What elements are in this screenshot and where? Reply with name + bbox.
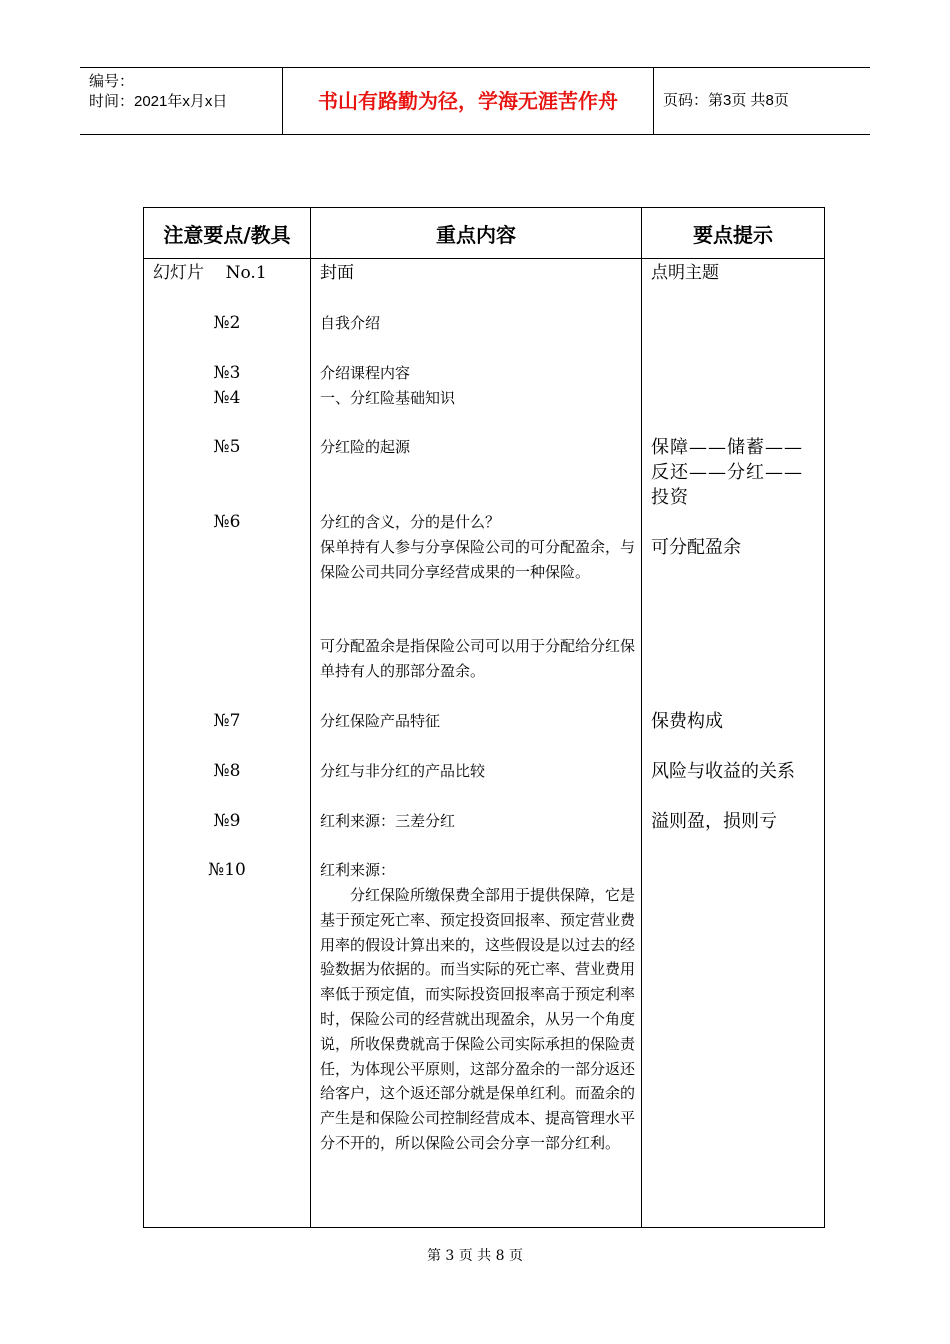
slide-no1: 幻灯片 No.1 — [153, 263, 267, 283]
content-intro-course: 介绍课程内容 — [320, 364, 411, 382]
tip-surplus: 可分配盈余 — [651, 537, 741, 558]
content-source-three: 红利来源：三差分红 — [320, 812, 456, 830]
slide-no3: №3 — [213, 363, 241, 383]
slide-no10: №10 — [208, 860, 246, 880]
slide-no6: №6 — [213, 512, 241, 532]
table-header-content: 重点内容 — [436, 223, 516, 247]
content-surplus-definition: 可分配盈余是指保险公司可以用于分配给分红保单持有人的那部分盈余。 — [320, 637, 636, 680]
content-section-1: 一、分红险基础知识 — [320, 389, 456, 407]
tip-evolution: 保障——储蓄——反还——分红——投资 — [651, 437, 803, 508]
content-compare: 分红与非分红的产品比较 — [320, 762, 486, 780]
content-meaning-question: 分红的含义，分的是什么？ — [320, 513, 501, 531]
content-features: 分红保险产品特征 — [320, 712, 441, 730]
tip-theme: 点明主题 — [651, 263, 719, 283]
table-header-tips: 要点提示 — [693, 223, 773, 247]
header-slogan: 书山有路勤为径，学海无涯苦作舟 — [282, 68, 654, 134]
slide-no4: №4 — [213, 388, 241, 408]
lesson-table — [143, 207, 825, 1228]
tip-overflow: 溢则盈，损则亏 — [651, 811, 777, 832]
content-intro-self: 自我介绍 — [320, 314, 381, 332]
column-divider-2 — [641, 208, 642, 1227]
tip-risk: 风险与收益的关系 — [651, 761, 795, 782]
content-origin: 分红险的起源 — [320, 438, 411, 456]
header-page-code: 页码：第3页 共8页 — [663, 92, 789, 109]
slide-no9: №9 — [213, 811, 241, 831]
header-time: 时间：2021年x月x日 — [89, 93, 228, 110]
table-header-notes: 注意要点/教具 — [163, 223, 291, 247]
tip-premium: 保费构成 — [651, 711, 723, 732]
page-footer: 第 3 页 共 8 页 — [426, 1248, 524, 1264]
slide-no5: №5 — [213, 437, 241, 457]
column-divider-1 — [310, 208, 311, 1227]
page-header — [80, 67, 870, 135]
header-row-divider — [144, 258, 824, 259]
content-source-label: 红利来源： — [320, 861, 396, 879]
content-source-text: 分红保险所缴保费全部用于提供保障，它是基于预定死亡率、预定投资回报率、预定营业费用率的假设计算出来的，这些假设是以过去的经验数据为依据的。而当实际的死亡率、营业费用率低于预定值，而实际投资回报率高于预定利率时，保险公司的经营就出现盈余，从另一个角度说，所收保费就高于保险公司实际承担的保险责任，为体现公平原则，这部分盈余的一部分返还给客户，这个返还部分就是保单红利。而盈余的产生是和保险公司控制经营成本、提高管理水平分不开的，所以保险公司会分享一部分红利。 — [320, 886, 636, 1152]
header-number-label: 编号： — [89, 73, 135, 90]
slide-no2: №2 — [213, 313, 241, 333]
slide-no7: №7 — [213, 711, 241, 731]
content-cover: 封面 — [320, 263, 354, 283]
content-meaning-answer: 保单持有人参与分享保险公司的可分配盈余，与保险公司共同分享经营成果的一种保险。 — [320, 538, 636, 581]
header-meta — [80, 68, 282, 134]
slide-no8: №8 — [213, 761, 241, 781]
